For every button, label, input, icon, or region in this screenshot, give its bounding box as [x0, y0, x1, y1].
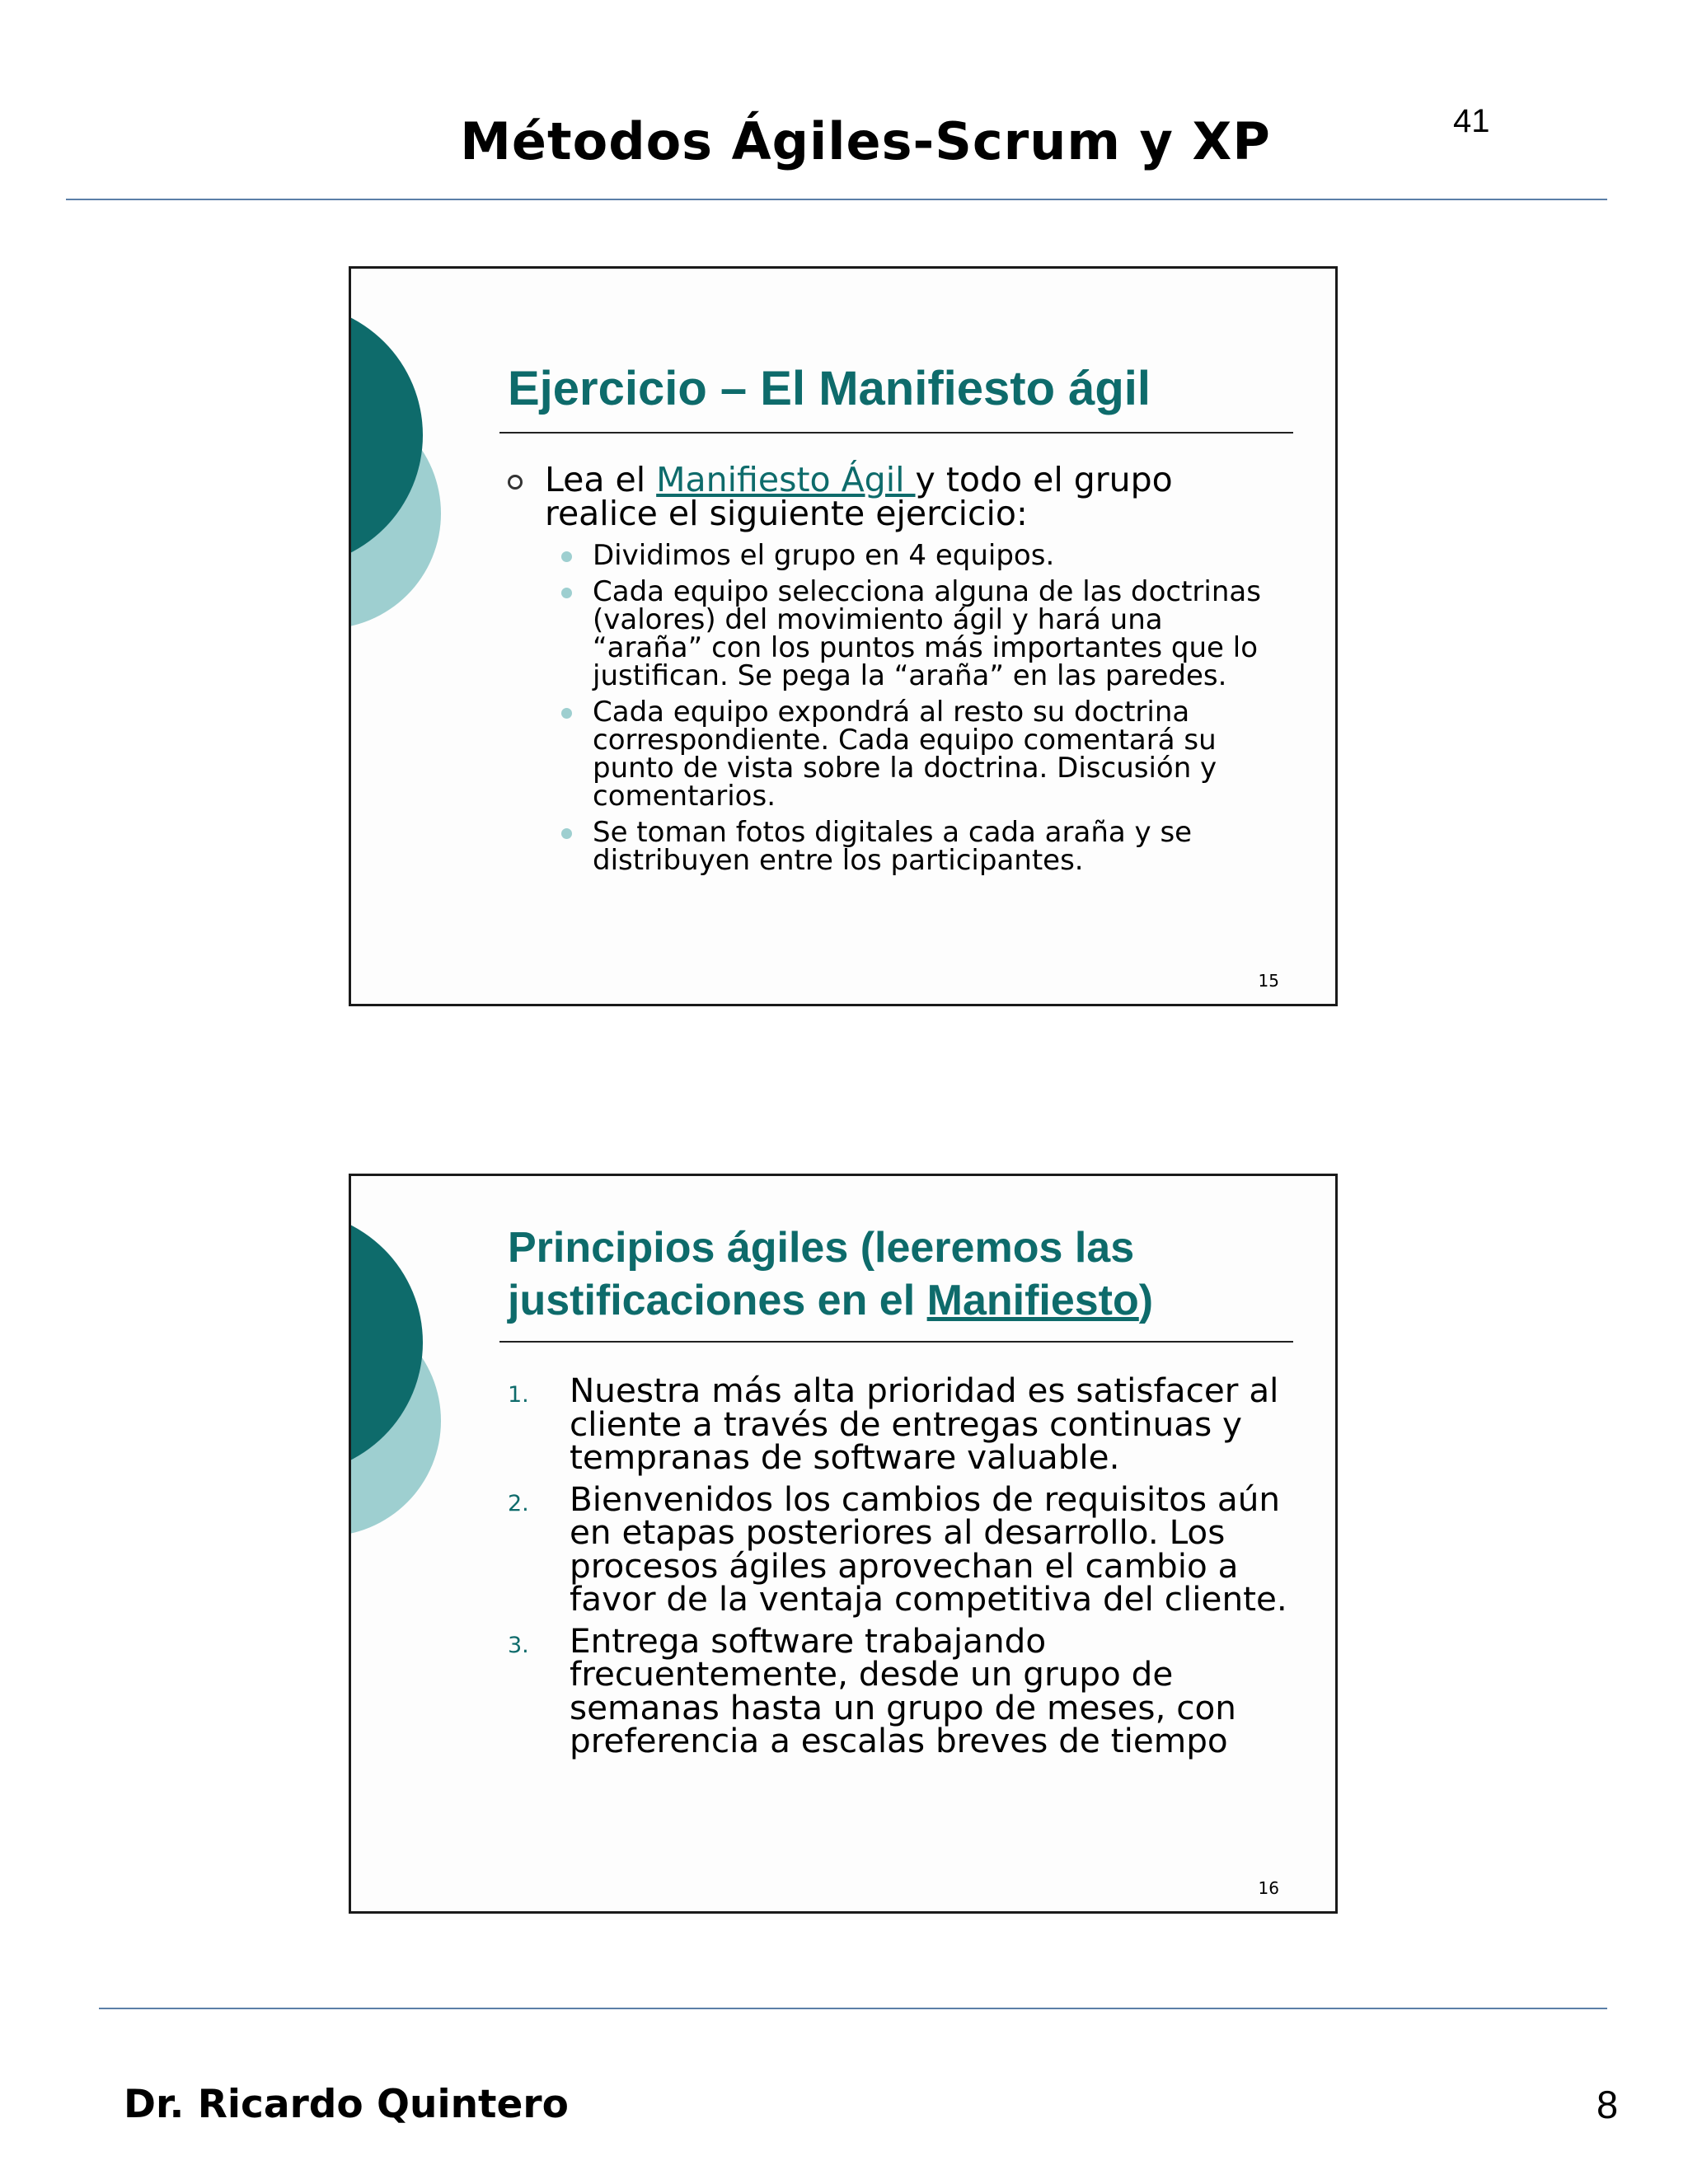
bullet-dot-icon — [561, 828, 572, 839]
list-item — [561, 575, 1278, 692]
list-item-number: 3. — [508, 1632, 529, 1658]
list-item — [561, 539, 1278, 572]
decorative-circles-graphic — [349, 266, 448, 678]
main-bullet — [508, 460, 1282, 533]
decorative-circles-graphic — [349, 1174, 448, 1586]
bullet-text-suffix: y todo el grupo realice el siguiente ejercicio: — [545, 460, 1173, 533]
bullet-dot-icon — [561, 708, 572, 719]
slide-title-rule — [499, 1341, 1293, 1343]
slide-title — [508, 1221, 1335, 1327]
footer-rule — [99, 2008, 1607, 2009]
list-item-text: Entrega software trabajando frecuentemente, desde un grupo de semanas hasta un grupo de meses, con preferencia a escalas breves de tiempo — [570, 1620, 1236, 1760]
list-item-text: Bienvenidos los cambios de requisitos aún en etapas posteriores al desarrollo. Los procesos ágiles aprovechan el cambio a favor de la ventaja competitiva del cliente. — [570, 1479, 1287, 1619]
slide-title: Ejercicio – El Manifiesto ágil — [508, 362, 1151, 415]
principles-list — [508, 1371, 1291, 1766]
slide-number: 15 — [1258, 971, 1279, 991]
header-rule — [66, 199, 1607, 200]
slide-number: 16 — [1258, 1878, 1279, 1898]
list-item-text: Cada equipo selecciona alguna de las doctrinas (valores) del movimiento ágil y hará una “araña” con los puntos más importantes que lo justifican. Se pega la “araña” en las paredes. — [593, 575, 1261, 692]
list-item — [508, 1371, 1291, 1477]
list-item-text: Dividimos el grupo en 4 equipos. — [593, 539, 1055, 572]
footer-author: Dr. Ricardo Quintero — [124, 2082, 569, 2127]
list-item — [561, 696, 1278, 813]
bullet-text-prefix: Lea el — [545, 460, 657, 499]
hollow-bullet-icon — [508, 475, 523, 490]
list-item-text: Nuestra más alta prioridad es satisfacer al cliente a través de entregas continuas y tempranas de software valuable. — [570, 1371, 1279, 1477]
manifiesto-link[interactable]: Manifiesto — [926, 1277, 1139, 1324]
list-item — [508, 1620, 1291, 1760]
slide-title-prefix: Principios ágiles (leeremos las justificaciones en el — [508, 1224, 1135, 1324]
list-item-text: Se toman fotos digitales a cada araña y se distribuyen entre los participantes. — [593, 816, 1193, 877]
bullet-dot-icon — [561, 551, 572, 562]
footer-page-number: 8 — [1597, 2083, 1619, 2126]
sub-bullet-list — [561, 541, 1278, 883]
manifiesto-agil-link[interactable]: Manifiesto Ágil — [656, 460, 916, 499]
slide-15 — [349, 266, 1338, 1006]
list-item — [508, 1479, 1291, 1619]
slide-16 — [349, 1174, 1338, 1914]
page-number-top: 41 — [1453, 103, 1490, 139]
list-item-number: 2. — [508, 1490, 529, 1516]
list-item — [561, 816, 1278, 877]
list-item-text: Cada equipo expondrá al resto su doctrina correspondiente. Cada equipo comentará su punto de vista sobre la doctrina. Discusión y comentarios. — [593, 696, 1217, 813]
list-item-number: 1. — [508, 1382, 529, 1408]
slide-title-rule — [499, 432, 1293, 434]
page-title: Métodos Ágiles-Scrum y XP — [460, 111, 1271, 171]
slide-title-suffix: ) — [1138, 1277, 1154, 1324]
bullet-dot-icon — [561, 588, 572, 598]
